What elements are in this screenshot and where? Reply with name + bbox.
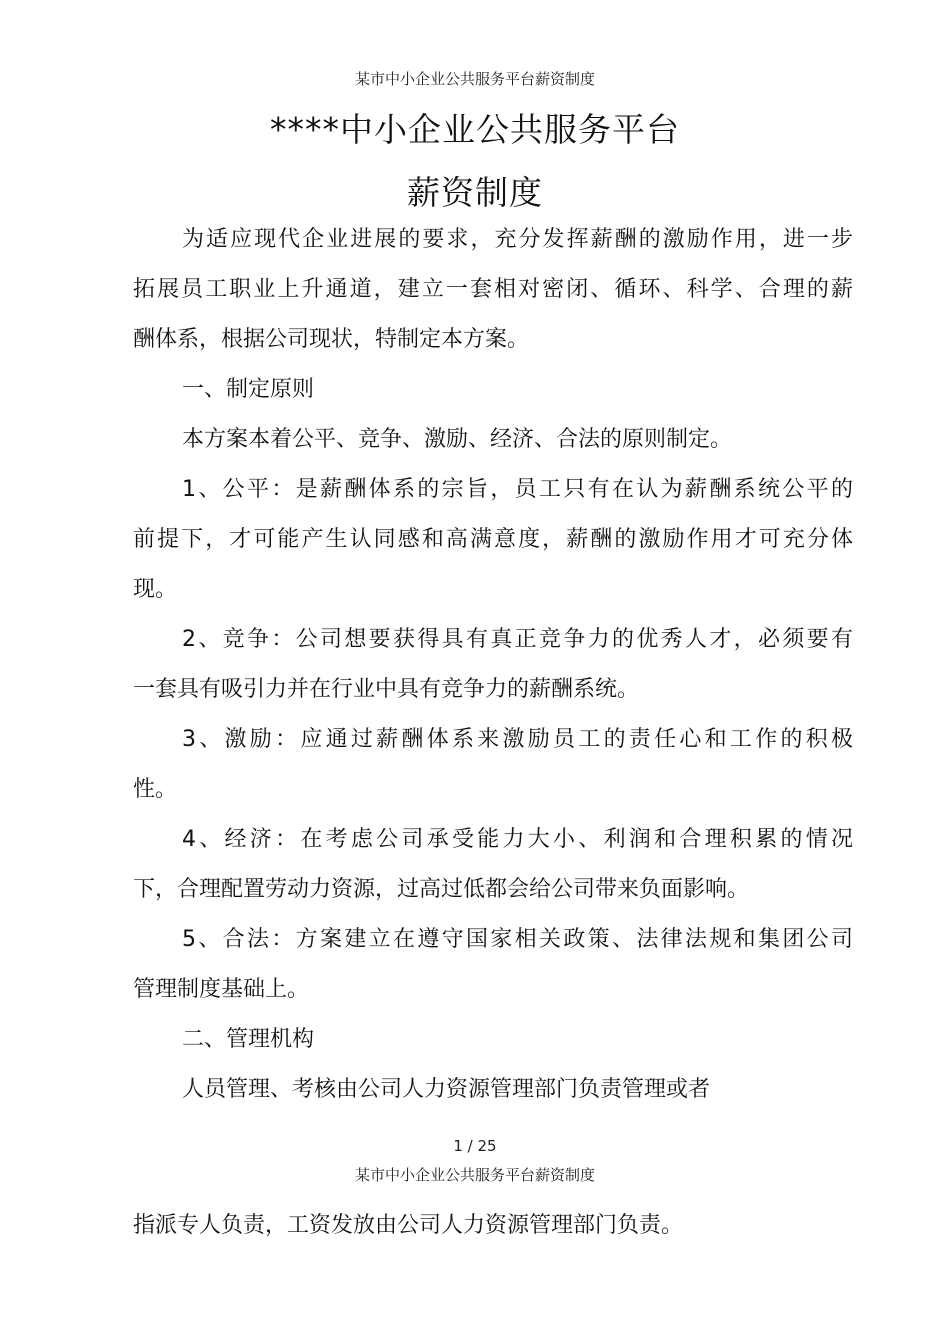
section-heading: 一、制定原则 <box>182 377 315 402</box>
body-line: 酬体系，根据公司现状，特制定本方案。 <box>133 327 530 352</box>
body-line: 为适应现代企业进展的要求，充分发挥薪酬的激励作用，进一步 <box>182 227 853 252</box>
body-line: 人员管理、考核由公司人力资源管理部门负责管理或者 <box>182 1077 711 1102</box>
document-title: ****中小企业公共服务平台 <box>270 110 680 149</box>
body-line: 3、激励：应通过薪酬体系来激励员工的责任心和工作的积极 <box>182 727 853 752</box>
body-line: 指派专人负责，工资发放由公司人力资源管理部门负责。 <box>133 1213 684 1238</box>
page-number: 1 / 25 <box>453 1137 497 1155</box>
body-line: 本方案本着公平、竞争、激励、经济、合法的原则制定。 <box>182 427 733 452</box>
body-line: 拓展员工职业上升通道，建立一套相对密闭、循环、科学、合理的薪 <box>133 277 853 302</box>
body-line: 4、经济：在考虑公司承受能力大小、利润和合理积累的情况 <box>182 827 853 852</box>
body-line: 前提下，才可能产生认同感和高满意度，薪酬的激励作用才可充分体 <box>133 527 853 552</box>
body-line: 5、合法：方案建立在遵守国家相关政策、法律法规和集团公司 <box>182 927 853 952</box>
body-line: 1、公平：是薪酬体系的宗旨，员工只有在认为薪酬系统公平的 <box>182 477 853 502</box>
body-line: 管理制度基础上。 <box>133 977 310 1002</box>
body-line: 现。 <box>133 577 178 602</box>
body-line: 下，合理配置劳动力资源，过高过低都会给公司带来负面影响。 <box>133 877 750 902</box>
body-line: 性。 <box>133 777 178 802</box>
document-subtitle: 薪资制度 <box>407 173 543 212</box>
body-line: 一套具有吸引力并在行业中具有竞争力的薪酬系统。 <box>133 677 640 702</box>
section-heading: 二、管理机构 <box>182 1027 315 1052</box>
body-line: 2、竞争：公司想要获得具有真正竞争力的优秀人才，必须要有 <box>182 627 853 652</box>
running-header-next-page: 某市中小企业公共服务平台薪资制度 <box>354 1166 595 1184</box>
running-header-top: 某市中小企业公共服务平台薪资制度 <box>354 70 595 88</box>
